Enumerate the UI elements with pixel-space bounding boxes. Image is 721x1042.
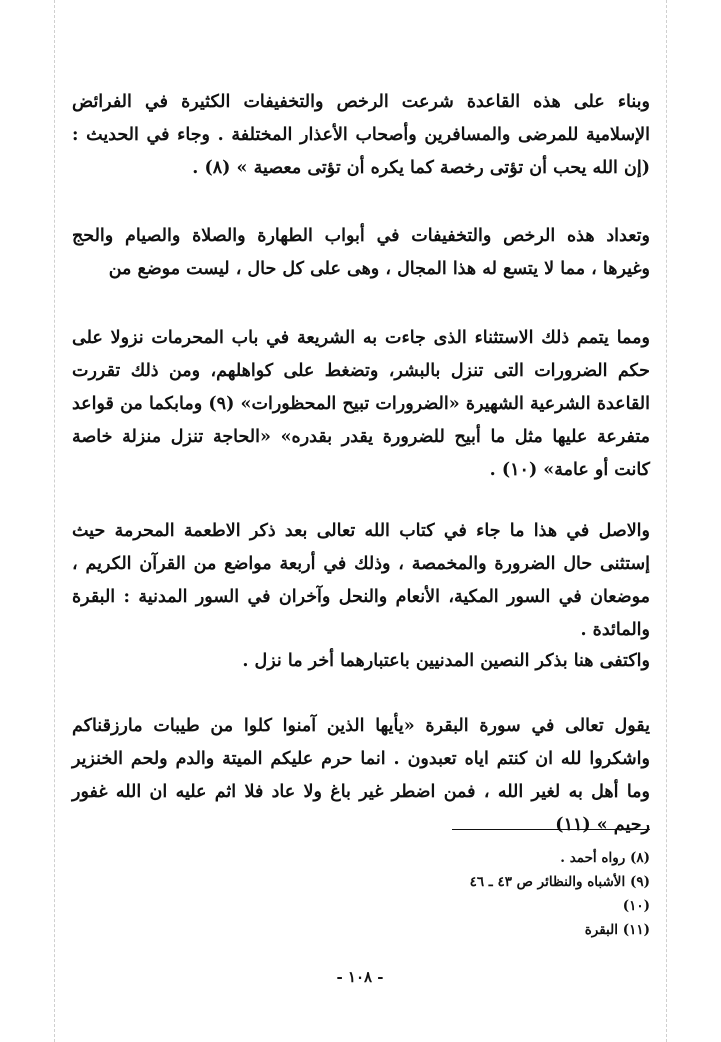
- footnote-separator: [452, 829, 650, 830]
- margin-guide-left: [54, 0, 55, 1042]
- footnote-11: (١١) البقرة: [584, 922, 650, 938]
- page-number: - ١٠٨ -: [336, 968, 384, 986]
- paragraph-6: يقول تعالى في سورة البقرة «يأيها الذين آمنوا كلوا من طيبات مارزقناكم واشكروا لله ان كنتم اياه تعبدون . انما حرم عليكم الميتة والدم ولحم الخنزير وما أهل به لغير الله ، فمن اضطر غير باغ ولا عاد فلا اثم عليه ان الله غفور رحيم » (١١): [72, 716, 650, 835]
- paragraph-1: وبناء على هذه القاعدة شرعت الرخص والتخفيفات الكثيرة في الفرائض الإسلامية للمرضى والمسافرين وأصحاب الأعذار المختلفة . وجاء في الحديث : (إن الله يحب أن تؤتى رخصة كما يكره أن تؤتى معصية » (٨) .: [72, 92, 650, 178]
- paragraph-2: وتعداد هذه الرخص والتخفيفات في أبواب الطهارة والصلاة والصيام والحج وغيرها ، مما لا يتسع له هذا المجال ، وهى على كل حال ، ليست موضع من: [72, 226, 650, 279]
- margin-guide-right: [666, 0, 667, 1042]
- footnote-list: [300, 846, 650, 942]
- footnote-8: (٨) رواه أحمد .: [560, 850, 650, 866]
- footnote-10: (١٠): [622, 898, 650, 914]
- paragraph-5: واكتفى هنا بذكر النصين المدنيين باعتبارهما أخر ما نزل .: [242, 651, 650, 671]
- paragraph-3: ومما يتمم ذلك الاستثناء الذى جاءت به الشريعة في باب المحرمات نزولا على حكم الضرورات التى تنزل بالبشر، وتضغط على كواهلهم، ومن ذلك تقررت القاعدة الشرعية الشهيرة «الضرورات تبيح المحظورات» (٩) ومابكما من قواعد متفرعة عليها مثل ما أبيح للضرورة يقدر بقدره» «الحاجة تنزل منزلة خاصة كانت أو عامة» (١٠) .: [72, 328, 650, 480]
- footnote-9: (٩) الأشباه والنظائر ص ٤٣ ـ ٤٦: [469, 874, 650, 890]
- paragraph-4: والاصل في هذا ما جاء في كتاب الله تعالى بعد ذكر الاطعمة المحرمة حيث إستثنى حال الضرورة والمخمصة ، وذلك في أربعة مواضع من القرآن الكريم ، موضعان في السور المكية، الأنعام والنحل وآخران في السور المدنية : البقرة والمائدة .: [72, 521, 650, 640]
